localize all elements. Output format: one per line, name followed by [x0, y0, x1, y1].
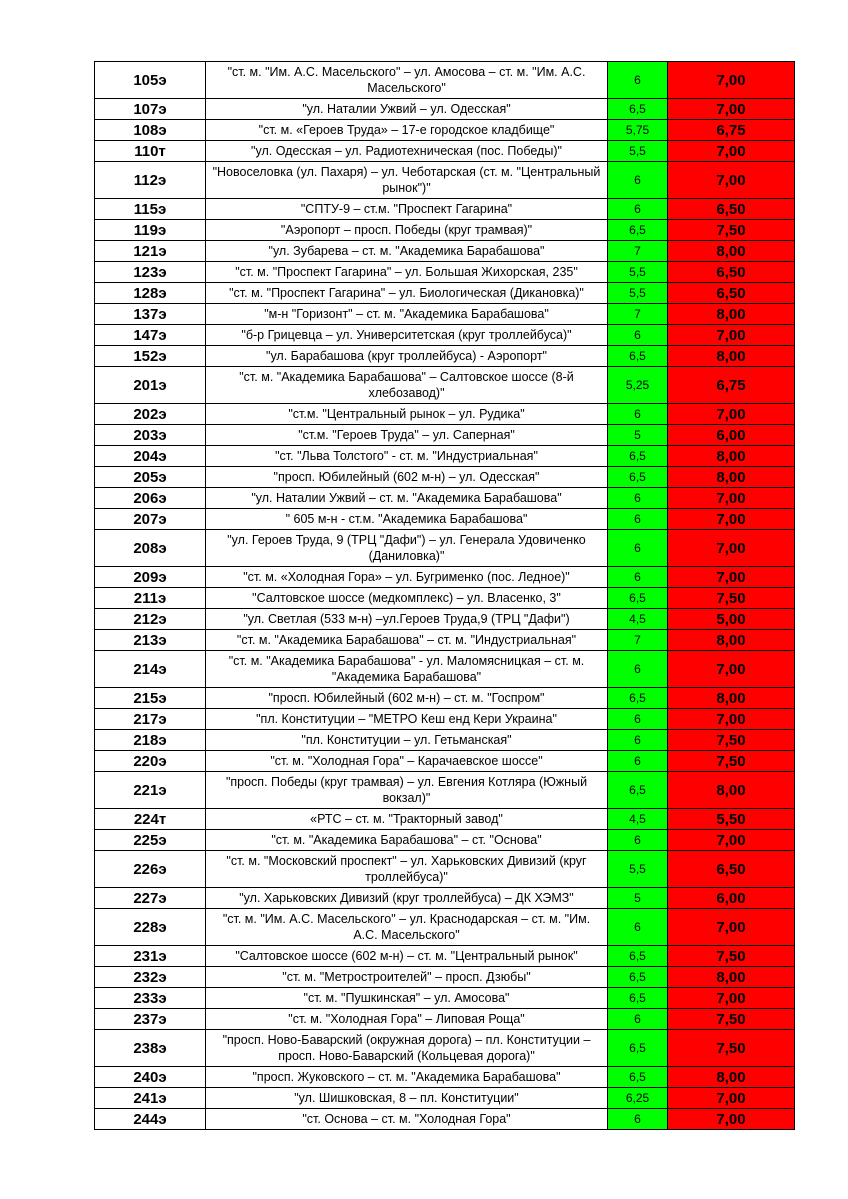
table-row [95, 651, 795, 688]
route-number: 221э [95, 772, 206, 809]
fare-table [94, 61, 795, 1130]
new-fare: 7,50 [668, 588, 795, 609]
new-fare: 8,00 [668, 446, 795, 467]
old-fare: 6,5 [608, 967, 668, 988]
old-fare: 6,5 [608, 1030, 668, 1067]
table-row [95, 988, 795, 1009]
new-fare: 6,75 [668, 120, 795, 141]
old-fare: 4,5 [608, 809, 668, 830]
new-fare: 7,50 [668, 1030, 795, 1067]
route-description: "ст. м. "Метростроителей" – просп. Дзюбы" [206, 967, 608, 988]
table-row [95, 1067, 795, 1088]
route-number: 152э [95, 346, 206, 367]
old-fare: 6 [608, 509, 668, 530]
route-description: "ул. Наталии Ужвий – ст. м. "Академика Барабашова" [206, 488, 608, 509]
old-fare: 6,5 [608, 1067, 668, 1088]
new-fare: 6,75 [668, 367, 795, 404]
route-number: 220э [95, 751, 206, 772]
route-number: 107э [95, 99, 206, 120]
old-fare: 7 [608, 304, 668, 325]
new-fare: 7,00 [668, 141, 795, 162]
route-description: "ул. Зубарева – ст. м. "Академика Барабашова" [206, 241, 608, 262]
new-fare: 6,00 [668, 888, 795, 909]
table-row [95, 567, 795, 588]
old-fare: 6 [608, 162, 668, 199]
route-description: "ул. Одесская – ул. Радиотехническая (пос. Победы)" [206, 141, 608, 162]
route-description: "ст. м. "Академика Барабашова" – ст. м. "Индустриальная" [206, 630, 608, 651]
table-row [95, 609, 795, 630]
old-fare: 6 [608, 651, 668, 688]
table-row [95, 809, 795, 830]
route-number: 218э [95, 730, 206, 751]
route-number: 115э [95, 199, 206, 220]
route-description: "ул. Шишковская, 8 – пл. Конституции" [206, 1088, 608, 1109]
new-fare: 7,50 [668, 730, 795, 751]
route-number: 225э [95, 830, 206, 851]
table-row [95, 888, 795, 909]
old-fare: 7 [608, 630, 668, 651]
route-number: 224т [95, 809, 206, 830]
route-description: "ст. м. «Холодная Гора» – ул. Бугрименко (пос. Ледное)" [206, 567, 608, 588]
route-description: "б-р Грицевца – ул. Университетская (круг троллейбуса)" [206, 325, 608, 346]
route-number: 202э [95, 404, 206, 425]
old-fare: 6,25 [608, 1088, 668, 1109]
route-number: 232э [95, 967, 206, 988]
route-number: 238э [95, 1030, 206, 1067]
new-fare: 7,50 [668, 1009, 795, 1030]
old-fare: 6 [608, 909, 668, 946]
table-row [95, 404, 795, 425]
table-row [95, 141, 795, 162]
route-number: 205э [95, 467, 206, 488]
new-fare: 7,00 [668, 1109, 795, 1130]
table-row [95, 1030, 795, 1067]
route-description: "ул. Героев Труда, 9 (ТРЦ "Дафи") – ул. Генерала Удовиченко (Даниловка)" [206, 530, 608, 567]
old-fare: 5,75 [608, 120, 668, 141]
route-number: 217э [95, 709, 206, 730]
route-number: 206э [95, 488, 206, 509]
old-fare: 6 [608, 830, 668, 851]
old-fare: 6 [608, 325, 668, 346]
table-row [95, 730, 795, 751]
fare-table-body [95, 62, 795, 1130]
table-row [95, 199, 795, 220]
old-fare: 5,5 [608, 851, 668, 888]
old-fare: 6,5 [608, 688, 668, 709]
route-number: 241э [95, 1088, 206, 1109]
route-description: «РТС – ст. м. "Тракторный завод" [206, 809, 608, 830]
route-description: "ст. м. "Проспект Гагарина" – ул. Биологическая (Дикановка)" [206, 283, 608, 304]
new-fare: 7,00 [668, 1088, 795, 1109]
route-number: 211э [95, 588, 206, 609]
table-row [95, 967, 795, 988]
route-description: "просп. Победы (круг трамвая) – ул. Евгения Котляра (Южный вокзал)" [206, 772, 608, 809]
route-description: "ст. м. "Проспект Гагарина" – ул. Большая Жихорская, 235" [206, 262, 608, 283]
table-row [95, 530, 795, 567]
route-description: "ст. м. "Им. А.С. Масельского" – ул. Амосова – ст. м. "Им. А.С. Масельского" [206, 62, 608, 99]
route-number: 204э [95, 446, 206, 467]
route-number: 209э [95, 567, 206, 588]
route-description: "ст. м. "Академика Барабашова" – Салтовское шоссе (8-й хлебозавод)" [206, 367, 608, 404]
route-number: 123э [95, 262, 206, 283]
table-row [95, 283, 795, 304]
table-row [95, 367, 795, 404]
new-fare: 8,00 [668, 967, 795, 988]
route-description: "ул. Светлая (533 м-н) –ул.Героев Труда,9 (ТРЦ "Дафи") [206, 609, 608, 630]
route-number: 227э [95, 888, 206, 909]
route-number: 207э [95, 509, 206, 530]
old-fare: 6 [608, 730, 668, 751]
route-description: "Салтовское шоссе (602 м-н) – ст. м. "Центральный рынок" [206, 946, 608, 967]
new-fare: 6,50 [668, 199, 795, 220]
table-row [95, 304, 795, 325]
table-row [95, 425, 795, 446]
route-number: 233э [95, 988, 206, 1009]
route-number: 201э [95, 367, 206, 404]
table-row [95, 262, 795, 283]
new-fare: 8,00 [668, 688, 795, 709]
route-number: 203э [95, 425, 206, 446]
route-description: "ст.м. "Центральный рынок – ул. Рудика" [206, 404, 608, 425]
route-description: "СПТУ-9 – ст.м. "Проспект Гагарина" [206, 199, 608, 220]
old-fare: 6,5 [608, 346, 668, 367]
route-number: 213э [95, 630, 206, 651]
new-fare: 7,00 [668, 651, 795, 688]
route-description: "просп. Юбилейный (602 м-н) – ул. Одесская" [206, 467, 608, 488]
table-row [95, 162, 795, 199]
new-fare: 7,00 [668, 162, 795, 199]
new-fare: 8,00 [668, 304, 795, 325]
route-description: "Аэропорт – просп. Победы (круг трамвая)" [206, 220, 608, 241]
route-description: "просп. Юбилейный (602 м-н) – ст. м. "Госпром" [206, 688, 608, 709]
new-fare: 7,00 [668, 99, 795, 120]
route-description: "ст. Основа – ст. м. "Холодная Гора" [206, 1109, 608, 1130]
route-description: "ст. м. "Пушкинская" – ул. Амосова" [206, 988, 608, 1009]
route-number: 244э [95, 1109, 206, 1130]
old-fare: 4,5 [608, 609, 668, 630]
table-row [95, 62, 795, 99]
old-fare: 5,5 [608, 283, 668, 304]
table-row [95, 851, 795, 888]
old-fare: 5,25 [608, 367, 668, 404]
route-description: "пл. Конституции – ул. Гетьманская" [206, 730, 608, 751]
route-number: 110т [95, 141, 206, 162]
table-row [95, 446, 795, 467]
new-fare: 7,00 [668, 830, 795, 851]
route-description: "ул. Барабашова (круг троллейбуса) - Аэропорт" [206, 346, 608, 367]
table-row [95, 946, 795, 967]
new-fare: 6,50 [668, 283, 795, 304]
route-number: 128э [95, 283, 206, 304]
route-description: "м-н "Горизонт" – ст. м. "Академика Барабашова" [206, 304, 608, 325]
table-row [95, 751, 795, 772]
table-row [95, 488, 795, 509]
route-number: 231э [95, 946, 206, 967]
new-fare: 7,00 [668, 567, 795, 588]
new-fare: 7,00 [668, 404, 795, 425]
table-row [95, 120, 795, 141]
old-fare: 6 [608, 530, 668, 567]
route-number: 208э [95, 530, 206, 567]
route-number: 119э [95, 220, 206, 241]
new-fare: 8,00 [668, 467, 795, 488]
old-fare: 5,5 [608, 262, 668, 283]
old-fare: 5 [608, 888, 668, 909]
new-fare: 6,50 [668, 262, 795, 283]
route-number: 137э [95, 304, 206, 325]
new-fare: 8,00 [668, 346, 795, 367]
table-row [95, 509, 795, 530]
old-fare: 6,5 [608, 988, 668, 1009]
new-fare: 8,00 [668, 772, 795, 809]
old-fare: 6,5 [608, 467, 668, 488]
old-fare: 5,5 [608, 141, 668, 162]
route-description: "пл. Конституции – "МЕТРО Кеш енд Кери Украина" [206, 709, 608, 730]
new-fare: 8,00 [668, 241, 795, 262]
table-row [95, 709, 795, 730]
route-description: "Новоселовка (ул. Пахаря) – ул. Чеботарская (ст. м. "Центральный рынок")" [206, 162, 608, 199]
route-description: "ул. Наталии Ужвий – ул. Одесская" [206, 99, 608, 120]
route-description: "ст. м. "Академика Барабашова" - ул. Маломясницкая – ст. м. "Академика Барабашова" [206, 651, 608, 688]
new-fare: 8,00 [668, 630, 795, 651]
table-row [95, 241, 795, 262]
route-number: 240э [95, 1067, 206, 1088]
new-fare: 7,00 [668, 488, 795, 509]
new-fare: 7,50 [668, 946, 795, 967]
route-number: 105э [95, 62, 206, 99]
new-fare: 7,00 [668, 988, 795, 1009]
table-row [95, 346, 795, 367]
new-fare: 6,50 [668, 851, 795, 888]
new-fare: 7,00 [668, 909, 795, 946]
route-number: 147э [95, 325, 206, 346]
route-description: "Салтовское шоссе (медкомплекс) – ул. Власенко, 3" [206, 588, 608, 609]
table-row [95, 772, 795, 809]
route-number: 226э [95, 851, 206, 888]
old-fare: 6,5 [608, 946, 668, 967]
new-fare: 5,00 [668, 609, 795, 630]
route-description: "ст.м. "Героев Труда" – ул. Саперная" [206, 425, 608, 446]
old-fare: 7 [608, 241, 668, 262]
old-fare: 6,5 [608, 220, 668, 241]
new-fare: 6,00 [668, 425, 795, 446]
new-fare: 5,50 [668, 809, 795, 830]
route-description: "ст. м. "Московский проспект" – ул. Харьковских Дивизий (круг троллейбуса)" [206, 851, 608, 888]
old-fare: 6,5 [608, 588, 668, 609]
route-number: 108э [95, 120, 206, 141]
route-description: "ул. Харьковских Дивизий (круг троллейбуса) – ДК ХЭМЗ" [206, 888, 608, 909]
old-fare: 6 [608, 1109, 668, 1130]
route-description: "ст. м. "Академика Барабашова" – ст. "Основа" [206, 830, 608, 851]
old-fare: 6,5 [608, 99, 668, 120]
route-number: 112э [95, 162, 206, 199]
old-fare: 6 [608, 488, 668, 509]
route-description: "ст. м. «Героев Труда» – 17-е городское кладбище" [206, 120, 608, 141]
old-fare: 5 [608, 425, 668, 446]
route-number: 215э [95, 688, 206, 709]
route-description: "ст. "Льва Толстого" - ст. м. "Индустриальная" [206, 446, 608, 467]
old-fare: 6 [608, 199, 668, 220]
table-row [95, 1109, 795, 1130]
table-row [95, 1088, 795, 1109]
table-row [95, 1009, 795, 1030]
table-row [95, 630, 795, 651]
route-description: "просп. Жуковского – ст. м. "Академика Барабашова" [206, 1067, 608, 1088]
old-fare: 6,5 [608, 446, 668, 467]
new-fare: 8,00 [668, 1067, 795, 1088]
new-fare: 7,00 [668, 325, 795, 346]
route-number: 228э [95, 909, 206, 946]
table-row [95, 909, 795, 946]
route-description: "ст. м. "Холодная Гора" – Карачаевское шоссе" [206, 751, 608, 772]
new-fare: 7,00 [668, 62, 795, 99]
table-row [95, 99, 795, 120]
table-row [95, 588, 795, 609]
new-fare: 7,00 [668, 509, 795, 530]
route-description: " 605 м-н - ст.м. "Академика Барабашова" [206, 509, 608, 530]
old-fare: 6 [608, 1009, 668, 1030]
old-fare: 6,5 [608, 772, 668, 809]
old-fare: 6 [608, 62, 668, 99]
new-fare: 7,00 [668, 709, 795, 730]
route-description: "ст. м. "Холодная Гора" – Липовая Роща" [206, 1009, 608, 1030]
old-fare: 6 [608, 751, 668, 772]
old-fare: 6 [608, 404, 668, 425]
table-row [95, 325, 795, 346]
route-number: 237э [95, 1009, 206, 1030]
table-row [95, 467, 795, 488]
new-fare: 7,50 [668, 751, 795, 772]
new-fare: 7,00 [668, 530, 795, 567]
old-fare: 6 [608, 709, 668, 730]
route-description: "просп. Ново-Баварский (окружная дорога) – пл. Конституции – просп. Ново-Баварский (Кольцевая дорога)" [206, 1030, 608, 1067]
new-fare: 7,50 [668, 220, 795, 241]
route-number: 121э [95, 241, 206, 262]
table-row [95, 220, 795, 241]
table-row [95, 830, 795, 851]
route-number: 214э [95, 651, 206, 688]
route-number: 212э [95, 609, 206, 630]
table-row [95, 688, 795, 709]
old-fare: 6 [608, 567, 668, 588]
route-description: "ст. м. "Им. А.С. Масельского" – ул. Краснодарская – ст. м. "Им. А.С. Масельского" [206, 909, 608, 946]
